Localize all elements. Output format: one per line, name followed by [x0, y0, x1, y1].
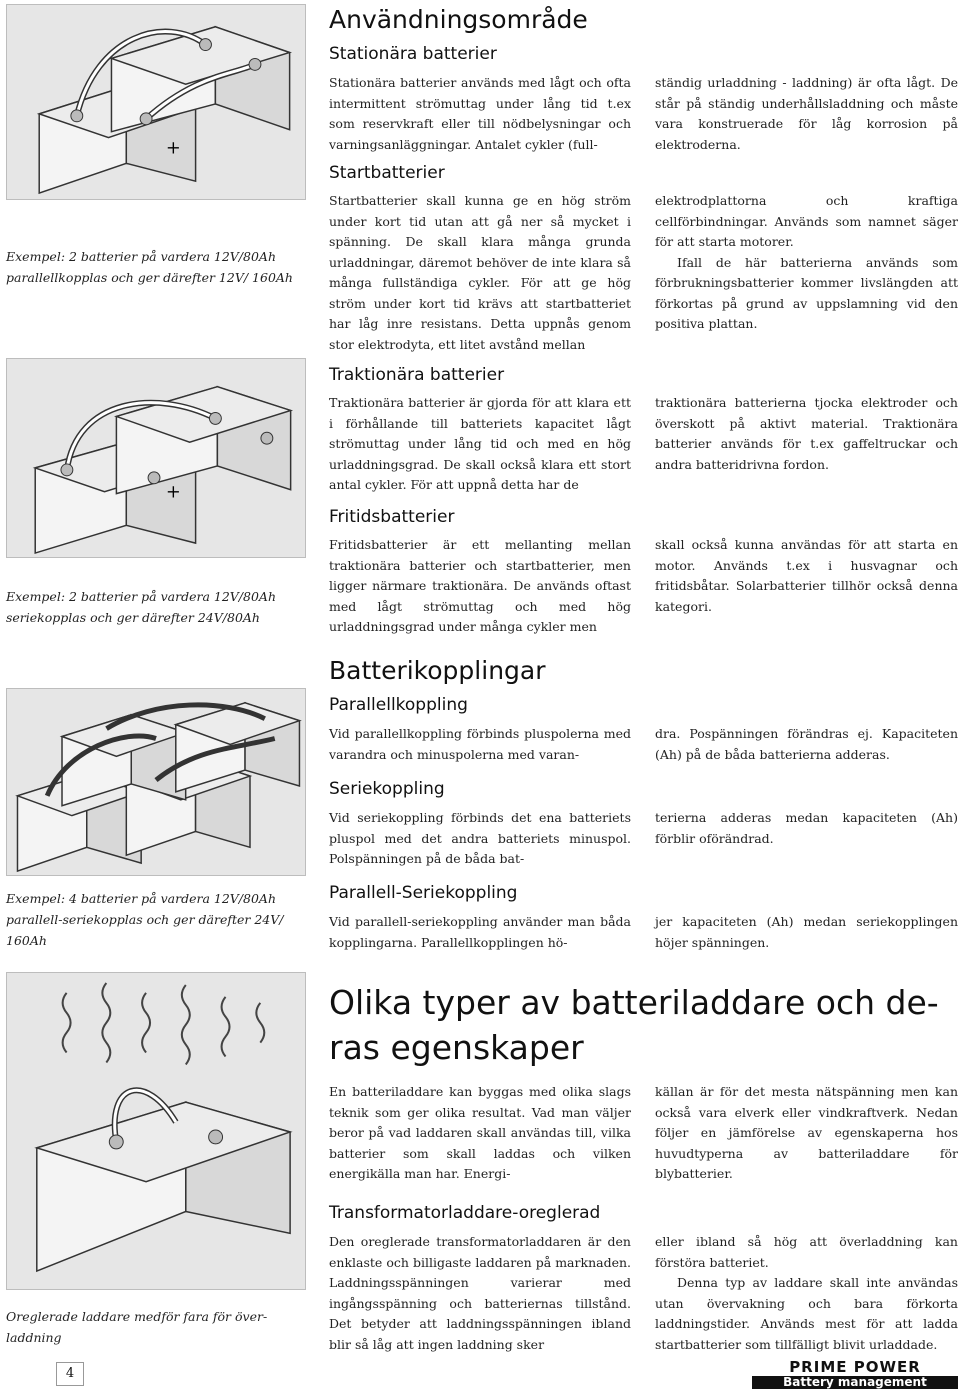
battery-series-drawing: [7, 359, 305, 557]
text-start-right: [655, 191, 958, 335]
paragraph: terierna adderas medan kapaciteten (Ah) förblir oförändrad.: [655, 810, 958, 846]
heading-parallell-seriekoppling: Parallell-Seriekoppling: [329, 883, 518, 903]
battery-parallel-drawing: [7, 5, 305, 199]
heading-fritidsbatterier: Fritidsbatterier: [329, 507, 455, 527]
text-traktion-left: [329, 393, 631, 496]
paragraph: eller ibland så hög att överladdning kan förstöra batteriet.: [655, 1234, 958, 1270]
paragraph: En batteriladdare kan byggas med olika slags teknik som ger olika resultat. Vad man väljer beror på vad laddaren skall användas till, vilka batterier som skall laddas och vilken energikälla man har. Energi-: [329, 1084, 631, 1181]
logo-brand-bottom: Battery management: [752, 1376, 958, 1389]
text-laddare-left: [329, 1082, 631, 1185]
logo-brand-top: PRIME POWER: [789, 1358, 921, 1376]
image-caption-parallel: Exempel: 2 batterier på vardera 12V/80Ah parallellkopplas och ger därefter 12V/ 160Ah: [6, 249, 293, 285]
paragraph: Vid parallell-seriekoppling använder man båda kopplingarna. Parallellkopplingen hö-: [329, 914, 631, 950]
paragraph: ständig urladdning - laddning) är ofta lågt. De står på ständig underhållsladdning och måste vara konstruerade för låg korrosion på elektroderna.: [655, 75, 958, 152]
text-transformator-left: [329, 1232, 631, 1355]
text-fritid-right: [655, 535, 958, 617]
paragraph: Traktionära batterier är gjorda för att klara ett i förhållande till batteriets kapacitet lågt strömuttag under lång tid och med en hög urladdningsgrad. De skall också klara ett stort antal cykler. För att uppnå detta har de: [329, 395, 631, 492]
heading-parallellkoppling: Parallellkoppling: [329, 695, 468, 715]
paragraph: Fritidsbatterier är ett mellanting mellan traktionära batterier och startbatterier, men ligger närmare traktionära. De används oftast med lågt strömuttag och med hög urladdningsgrad under många cykler men: [329, 537, 631, 634]
heading-traktionara-batterier: Traktionära batterier: [329, 365, 505, 385]
text-parserie-right: [655, 912, 958, 953]
heading-batteriladdare: Olika typer av batteriladdare och de- ras egenskaper: [329, 983, 939, 1067]
heading-anvandningsomrade: Användningsområde: [329, 5, 588, 34]
charger-overcharge-illustration: [6, 972, 306, 1290]
text-start-left: [329, 191, 631, 355]
paragraph: Stationära batterier används med lågt och ofta intermittent strömuttag under lång tid t.ex som reservkraft eller till nödbelysningar och varningsanläggningar. Antalet cykler (full-: [329, 75, 631, 152]
heading-seriekoppling: Seriekoppling: [329, 779, 445, 799]
text-parserie-left: [329, 912, 631, 953]
heading-startbatterier: Startbatterier: [329, 163, 445, 183]
prime-power-logo: [752, 1360, 958, 1390]
paragraph: traktionära batterierna tjocka elektroder och överskott på aktivt material. Traktionära batterier används för t.ex gaffeltruckar och andra batteridrivna fordon.: [655, 395, 958, 472]
text-parallell-right: [655, 724, 958, 765]
plus-symbol: +: [165, 481, 181, 503]
text-stationara-right: [655, 73, 958, 155]
plus-symbol: +: [165, 137, 181, 159]
paragraph: Vid seriekoppling förbinds det ena batteriets pluspol med det andra batteriets minuspol. Polspänningen på de båda bat-: [329, 810, 631, 866]
text-stationara-left: [329, 73, 631, 155]
text-traktion-right: [655, 393, 958, 475]
paragraph: skall också kunna användas för att starta en motor. Används t.ex i husvagnar och fritidsbåtar. Solarbatterier tillhör också denna kategori.: [655, 537, 958, 614]
heading-stationara-batterier: Stationära batterier: [329, 44, 497, 64]
paragraph: dra. Pospänningen förändras ej. Kapaciteten (Ah) på de båda batterierna adderas.: [655, 726, 958, 762]
image-caption-parallel-series: Exempel: 4 batterier på vardera 12V/80Ah parallell-seriekopplas och ger därefter 24V/ 160Ah: [6, 891, 284, 948]
battery-parallel-series-illustration: [6, 688, 306, 876]
text-fritid-left: [329, 535, 631, 638]
text-serie-right: [655, 808, 958, 849]
page-number: 4: [56, 1362, 84, 1386]
paragraph: Vid parallellkoppling förbinds pluspolerna med varandra och minuspolerna med varan-: [329, 726, 631, 762]
text-serie-left: [329, 808, 631, 870]
paragraph: Ifall de här batterierna används som förbrukningsbatterier kommer livslängden att förkortas på grund av uppslamning vid den positiva plattan.: [655, 254, 958, 331]
paragraph: Startbatterier skall kunna ge en hög ström under kort tid utan att gå ner så mycket i spänning. De skall klara många grunda urladdningar, däremot behöver de inte klara så många fullständiga cykler. För att ge hög ström under kort tid krävs att startbatteriet har låg inre resistans. Detta uppnås genom stor elektrodyta, ett litet avstånd mellan: [329, 193, 631, 352]
battery-parallel-series-drawing: [7, 689, 305, 875]
heading-transformatorladdare: Transformatorladdare-oreglerad: [329, 1203, 601, 1223]
paragraph: elektrodplattorna och kraftiga cellförbindningar. Används som namnet säger för att starta motorer.: [655, 193, 958, 249]
paragraph: Denna typ av laddare skall inte användas utan övervakning och bara förkorta laddningstider. Används mest för att ladda startbatterier som tillfälligt blivit urladdade.: [655, 1275, 958, 1352]
image-caption-series: Exempel: 2 batterier på vardera 12V/80Ah seriekopplas och ger därefter 24V/80Ah: [6, 589, 276, 625]
paragraph: källan är för det mesta nätspänning men kan också vara elverk eller vindkraftverk. Nedan följer en jämförelse av egenskaperna hos huvudtyperna av batteriladdare för blybatterier.: [655, 1084, 958, 1181]
text-transformator-right: [655, 1232, 958, 1355]
paragraph: Den oreglerade transformatorladdaren är den enklaste och billigaste laddaren på marknaden. Laddningsspänningen varierar med ingångsspänning och batteriernas tillstånd. Det betyder att laddningsspänningen ibland blir så låg att ingen laddning sker: [329, 1234, 631, 1352]
heading-batterikopplingar: Batterikopplingar: [329, 656, 546, 685]
battery-parallel-illustration: [6, 4, 306, 200]
text-parallell-left: [329, 724, 631, 765]
charger-overcharge-drawing: [7, 973, 305, 1289]
battery-series-illustration: [6, 358, 306, 558]
image-caption-charger: Oreglerade laddare medför fara för över- laddning: [6, 1309, 268, 1345]
text-laddare-right: [655, 1082, 958, 1185]
paragraph: jer kapaciteten (Ah) medan seriekopplingen höjer spänningen.: [655, 914, 958, 950]
